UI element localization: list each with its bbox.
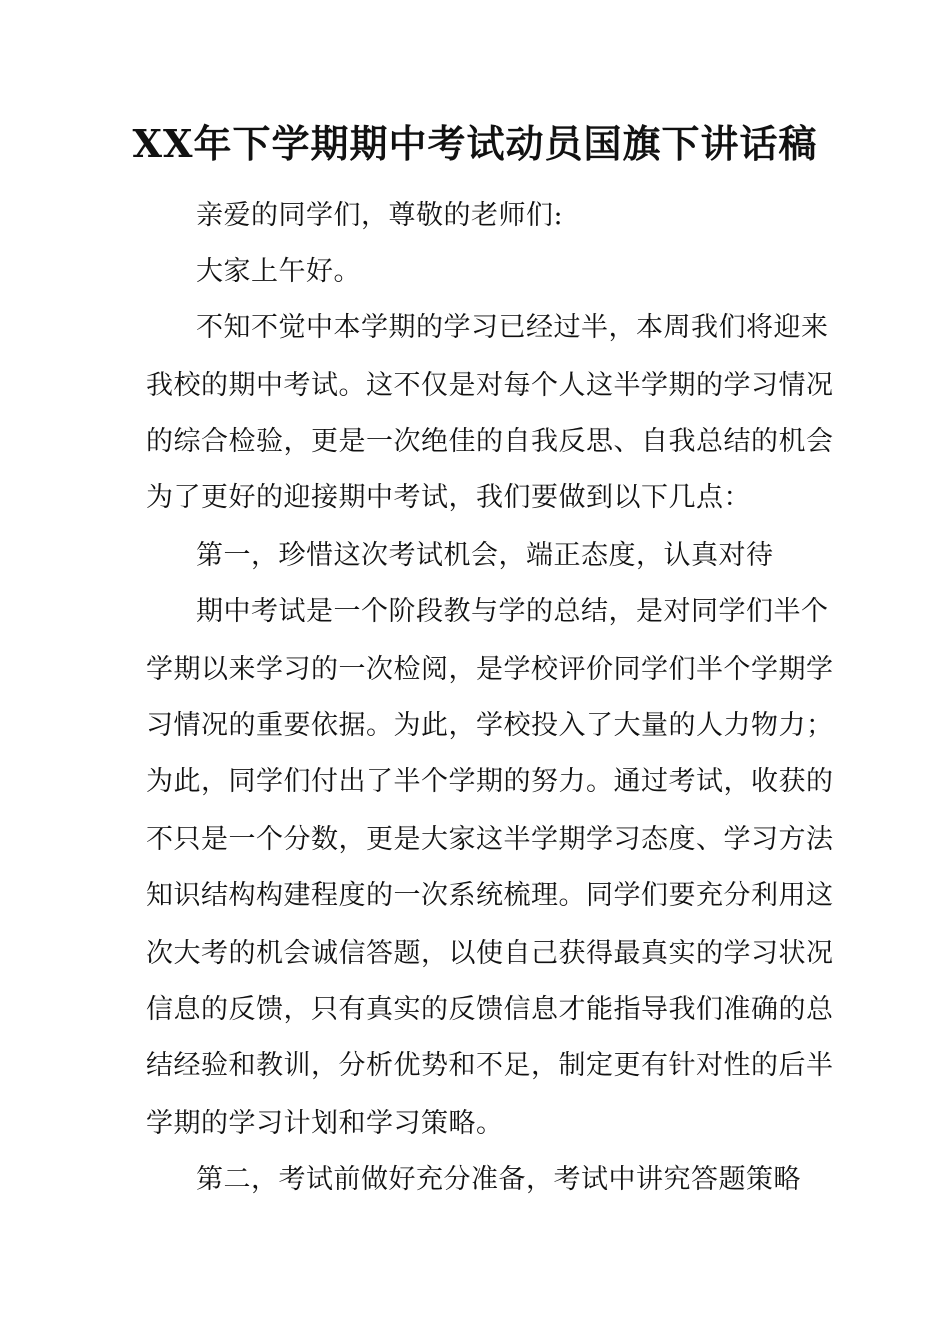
paragraph-line: 习情况的重要依据。为此，学校投入了大量的人力物力； xyxy=(146,710,834,741)
greeting-line: 亲爱的同学们，尊敬的老师们: xyxy=(196,200,564,231)
page-title: XX年下学期期中考试动员国旗下讲话稿 xyxy=(132,121,818,166)
paragraph-line: 不知不觉中本学期的学习已经过半，本周我们将迎来 xyxy=(196,312,829,343)
paragraph-line: 为此，同学们付出了半个学期的努力。通过考试，收获的 xyxy=(146,766,834,797)
paragraph-line: 信息的反馈，只有真实的反馈信息才能指导我们准确的总 xyxy=(146,994,834,1025)
paragraph-line: 不只是一个分数，更是大家这半学期学习态度、学习方法 xyxy=(146,824,834,855)
point2-heading: 第二，考试前做好充分准备，考试中讲究答题策略 xyxy=(196,1164,801,1195)
paragraph-line: 为了更好的迎接期中考试，我们要做到以下几点： xyxy=(146,482,751,513)
paragraph-line: 次大考的机会诚信答题，以使自己获得最真实的学习状况 xyxy=(146,938,834,969)
paragraph-line: 我校的期中考试。这不仅是对每个人这半学期的学习情况 xyxy=(146,370,834,401)
point1-heading: 第一，珍惜这次考试机会，端正态度，认真对待 xyxy=(196,540,774,571)
paragraph-line: 学期以来学习的一次检阅，是学校评价同学们半个学期学 xyxy=(146,654,834,685)
paragraph-line: 期中考试是一个阶段教与学的总结，是对同学们半个 xyxy=(196,596,829,627)
paragraph-line: 知识结构构建程度的一次系统梳理。同学们要充分利用这 xyxy=(146,880,834,911)
paragraph-line: 结经验和教训，分析优势和不足，制定更有针对性的后半 xyxy=(146,1050,834,1081)
paragraph-line: 学期的学习计划和学习策略。 xyxy=(146,1108,504,1139)
salutation-line: 大家上午好。 xyxy=(196,256,361,287)
paragraph-line: 的综合检验，更是一次绝佳的自我反思、自我总结的机会 xyxy=(146,426,834,457)
